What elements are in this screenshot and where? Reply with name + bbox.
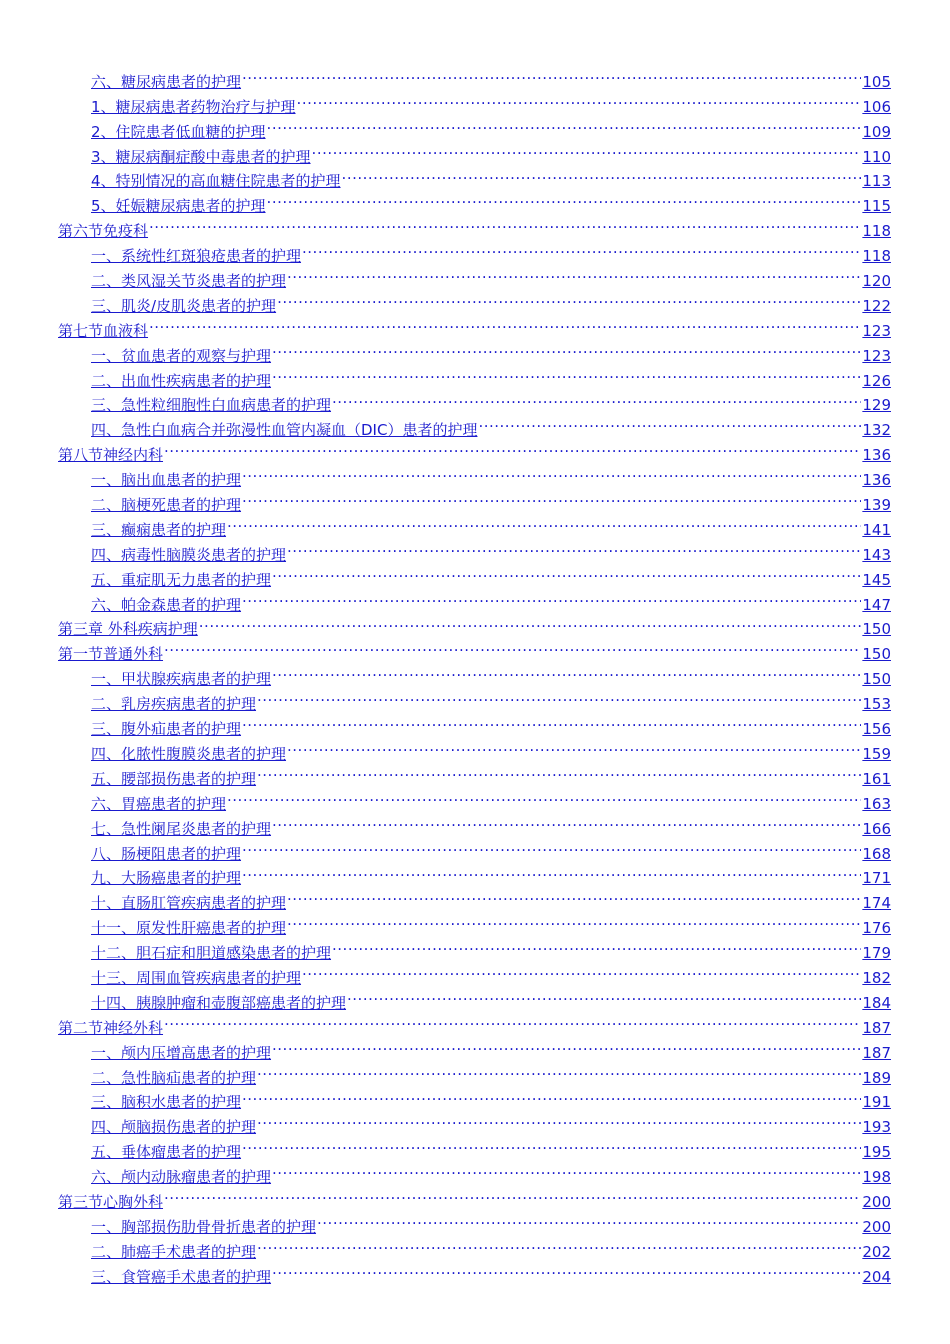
- toc-page-number: 184: [862, 993, 891, 1012]
- toc-subsection-link[interactable]: [58, 62, 891, 91]
- toc-entry-title: 第三章 外科疾病护理: [58, 620, 198, 639]
- toc-entry-title: 二、出血性疾病患者的护理: [91, 371, 272, 390]
- toc-entry-title: 八、肠梗阻患者的护理: [91, 844, 242, 863]
- toc-dot-leader: [287, 261, 861, 286]
- toc-entry-title: 五、腰部损伤患者的护理: [91, 769, 257, 788]
- toc-page-number: 182: [862, 968, 891, 987]
- toc-dot-leader: [272, 1157, 861, 1182]
- toc-entry-title: 三、脑积水患者的护理: [91, 1093, 242, 1112]
- toc-page-number: 200: [862, 1192, 891, 1211]
- toc-dot-leader: [287, 883, 861, 908]
- toc-dot-leader: [287, 535, 861, 560]
- toc-dot-leader: [149, 211, 861, 236]
- toc-entry-title: 十一、原发性肝癌患者的护理: [91, 919, 287, 938]
- toc-dot-leader: [227, 784, 861, 809]
- toc-dot-leader: [149, 311, 861, 336]
- toc-entry-title: 三、急性粒细胞性白血病患者的护理: [91, 396, 332, 415]
- toc-page-number: 161: [862, 769, 891, 788]
- toc-page-number: 176: [862, 919, 891, 938]
- toc-subsection-link[interactable]: [58, 1033, 891, 1062]
- toc-dot-leader: [164, 435, 861, 460]
- toc-page-number: 171: [862, 869, 891, 888]
- toc-entry-title: 一、甲状腺疾病患者的护理: [91, 670, 272, 689]
- toc-dot-leader: [272, 659, 861, 684]
- toc-page-number: 110: [862, 147, 891, 166]
- toc-dot-leader: [164, 634, 861, 659]
- toc-section-link[interactable]: [58, 211, 891, 241]
- toc-page-number: 191: [862, 1093, 891, 1112]
- toc-page-number: 126: [862, 371, 891, 390]
- toc-section-link[interactable]: [58, 1008, 891, 1037]
- toc-dot-leader: [287, 908, 861, 933]
- toc-dot-leader: [272, 361, 861, 386]
- toc-page-number: 118: [862, 222, 891, 241]
- toc-dot-leader: [272, 1033, 861, 1058]
- toc-entry-title: 六、胃癌患者的护理: [91, 794, 227, 813]
- toc-entry-title: 六、帕金森患者的护理: [91, 595, 242, 614]
- toc-dot-leader: [272, 336, 861, 361]
- toc-dot-leader: [317, 1207, 861, 1232]
- toc-page-number: 150: [862, 645, 891, 664]
- toc-page-number: 200: [862, 1217, 891, 1236]
- toc-page-number: 143: [862, 545, 891, 564]
- toc-entry-title: 第七节血液科: [58, 321, 149, 340]
- toc-dot-leader: [242, 1132, 861, 1157]
- toc-dot-leader: [272, 1257, 861, 1282]
- toc-page-number: 147: [862, 595, 891, 614]
- toc-section-link[interactable]: [58, 634, 891, 664]
- toc-page-number: 109: [862, 122, 891, 141]
- toc-entry-title: 4、特别情况的高血糖住院患者的护理: [91, 172, 341, 191]
- toc-entry-title: 1、糖尿病患者药物治疗与护理: [91, 97, 296, 116]
- toc-page-number: 195: [862, 1143, 891, 1162]
- toc-dot-leader: [332, 933, 861, 958]
- toc-dot-leader: [242, 585, 861, 610]
- toc-page-number: 122: [862, 296, 891, 315]
- toc-dot-leader: [332, 386, 861, 411]
- toc-dot-leader: [302, 958, 861, 983]
- toc-entry-title: 三、肌炎/皮肌炎患者的护理: [91, 296, 277, 315]
- toc-entry-title: 第八节神经内科: [58, 446, 164, 465]
- toc-dot-leader: [297, 87, 862, 112]
- toc-page-number: 145: [862, 570, 891, 589]
- toc-entry-title: 四、急性白血病合并弥漫性血管内凝血（DIC）患者的护理: [91, 421, 478, 440]
- toc-section-link[interactable]: [58, 1182, 891, 1211]
- toc-page-number: 193: [862, 1118, 891, 1137]
- toc-dot-leader: [199, 610, 862, 635]
- toc-entry-title: 第二节神经外科: [58, 1018, 164, 1037]
- toc-page-number: 123: [862, 321, 891, 340]
- toc-page-number: 156: [862, 720, 891, 739]
- toc-entry-title: 四、化脓性腹膜炎患者的护理: [91, 744, 287, 763]
- toc-dot-leader: [478, 410, 861, 435]
- toc-page-number: 132: [862, 421, 891, 440]
- toc-section-link[interactable]: [58, 435, 891, 465]
- toc-page-number: 163: [862, 794, 891, 813]
- toc-page-number: 187: [862, 1018, 891, 1037]
- toc-page-number: 123: [862, 346, 891, 365]
- toc-page-number: 115: [862, 197, 891, 216]
- toc-entry-title: 七、急性阑尾炎患者的护理: [91, 819, 272, 838]
- toc-page-number: 153: [862, 695, 891, 714]
- toc-page-number: 189: [862, 1068, 891, 1087]
- toc-dot-leader: [257, 759, 861, 784]
- toc-dot-leader: [242, 62, 861, 87]
- toc-dot-leader: [257, 1107, 861, 1132]
- toc-page-number: 118: [862, 247, 891, 266]
- toc-entry-title: 五、重症肌无力患者的护理: [91, 570, 272, 589]
- toc-dot-leader: [257, 1232, 861, 1257]
- toc-page-number: 105: [862, 72, 891, 91]
- toc-page-number: 166: [862, 819, 891, 838]
- toc-entry-title: 六、颅内动脉瘤患者的护理: [91, 1168, 272, 1187]
- toc-dot-leader: [242, 859, 861, 884]
- toc-entry-title: 5、妊娠糖尿病患者的护理: [91, 197, 266, 216]
- toc-entry-title: 十、直肠肛管疾病患者的护理: [91, 894, 287, 913]
- toc-page-number: 136: [862, 471, 891, 490]
- toc-page-number: 204: [862, 1267, 891, 1286]
- toc-dot-leader: [347, 983, 861, 1008]
- toc-subsection-link[interactable]: [58, 336, 891, 365]
- toc-subsection-link[interactable]: [58, 460, 891, 490]
- toc-page-number: 198: [862, 1168, 891, 1187]
- toc-entry-title: 三、食管癌手术患者的护理: [91, 1267, 272, 1286]
- toc-page-number: 179: [862, 944, 891, 963]
- table-of-contents: [58, 62, 891, 1286]
- toc-entry-title: 一、贫血患者的观察与护理: [91, 346, 272, 365]
- toc-page-number: 150: [862, 670, 891, 689]
- toc-entry-title: 第一节普通外科: [58, 645, 164, 664]
- toc-page-number: 168: [862, 844, 891, 863]
- toc-dot-leader: [272, 809, 861, 834]
- toc-entry-title: 四、颅脑损伤患者的护理: [91, 1118, 257, 1137]
- toc-entry-title: 一、胸部损伤肋骨骨折患者的护理: [91, 1217, 317, 1236]
- toc-entry-title: 一、系统性红斑狼疮患者的护理: [91, 247, 302, 266]
- toc-subsection-link[interactable]: [58, 659, 891, 689]
- toc-dot-leader: [287, 734, 861, 759]
- toc-dot-leader: [227, 510, 861, 535]
- toc-entry-title: 六、糖尿病患者的护理: [91, 72, 242, 91]
- toc-entry-title: 2、住院患者低血糖的护理: [91, 122, 266, 141]
- toc-entry-title: 第六节免疫科: [58, 222, 149, 241]
- toc-entry-title: 第三节心胸外科: [58, 1192, 164, 1211]
- toc-entry-title: 五、垂体瘤患者的护理: [91, 1143, 242, 1162]
- toc-entry-title: 十三、周围血管疾病患者的护理: [91, 968, 302, 987]
- toc-dot-leader: [267, 112, 862, 137]
- toc-entry-title: 三、腹外疝患者的护理: [91, 720, 242, 739]
- toc-page-number: 187: [862, 1043, 891, 1062]
- toc-dot-leader: [164, 1008, 861, 1033]
- toc-page-number: 139: [862, 496, 891, 515]
- toc-page-number: 174: [862, 894, 891, 913]
- toc-entry-title: 四、病毒性脑膜炎患者的护理: [91, 545, 287, 564]
- toc-dot-leader: [342, 162, 862, 187]
- toc-page-number: 159: [862, 744, 891, 763]
- toc-entry-title: 二、乳房疾病患者的护理: [91, 695, 257, 714]
- toc-entry-title: 3、糖尿病酮症酸中毒患者的护理: [91, 147, 311, 166]
- toc-page-number: 136: [862, 446, 891, 465]
- toc-entry-title: 三、癫痫患者的护理: [91, 520, 227, 539]
- toc-subsection-link[interactable]: [58, 236, 891, 266]
- toc-entry-title: 一、脑出血患者的护理: [91, 471, 242, 490]
- toc-dot-leader: [267, 186, 862, 211]
- toc-dot-leader: [302, 236, 861, 261]
- toc-page-number: 113: [862, 172, 891, 191]
- toc-subsection-link[interactable]: [58, 1207, 891, 1236]
- toc-entry-title: 十四、胰腺肿瘤和壶腹部癌患者的护理: [91, 993, 347, 1012]
- toc-page-number: 120: [862, 272, 891, 291]
- toc-page-number: 202: [862, 1242, 891, 1261]
- toc-dot-leader: [272, 560, 861, 585]
- toc-entry-title: 九、大肠癌患者的护理: [91, 869, 242, 888]
- toc-dot-leader: [164, 1182, 861, 1207]
- toc-entry-title: 二、脑梗死患者的护理: [91, 496, 242, 515]
- toc-dot-leader: [242, 485, 861, 510]
- toc-page-number: 141: [862, 520, 891, 539]
- toc-entry-title: 二、急性脑疝患者的护理: [91, 1068, 257, 1087]
- toc-dot-leader: [257, 1058, 861, 1083]
- toc-dot-leader: [312, 137, 862, 162]
- toc-dot-leader: [242, 834, 861, 859]
- toc-entry-title: 一、颅内压增高患者的护理: [91, 1043, 272, 1062]
- toc-page-number: 150: [862, 620, 891, 639]
- toc-entry-title: 二、肺癌手术患者的护理: [91, 1242, 257, 1261]
- toc-page-number: 106: [862, 97, 891, 116]
- toc-entry-title: 十二、胆石症和胆道感染患者的护理: [91, 944, 332, 963]
- toc-section-link[interactable]: [58, 311, 891, 340]
- toc-page-number: 129: [862, 396, 891, 415]
- toc-dot-leader: [242, 709, 861, 734]
- toc-dot-leader: [242, 460, 861, 485]
- toc-entry-title: 二、类风湿关节炎患者的护理: [91, 272, 287, 291]
- toc-dot-leader: [257, 684, 861, 709]
- toc-dot-leader: [277, 286, 861, 311]
- toc-dot-leader: [242, 1083, 861, 1108]
